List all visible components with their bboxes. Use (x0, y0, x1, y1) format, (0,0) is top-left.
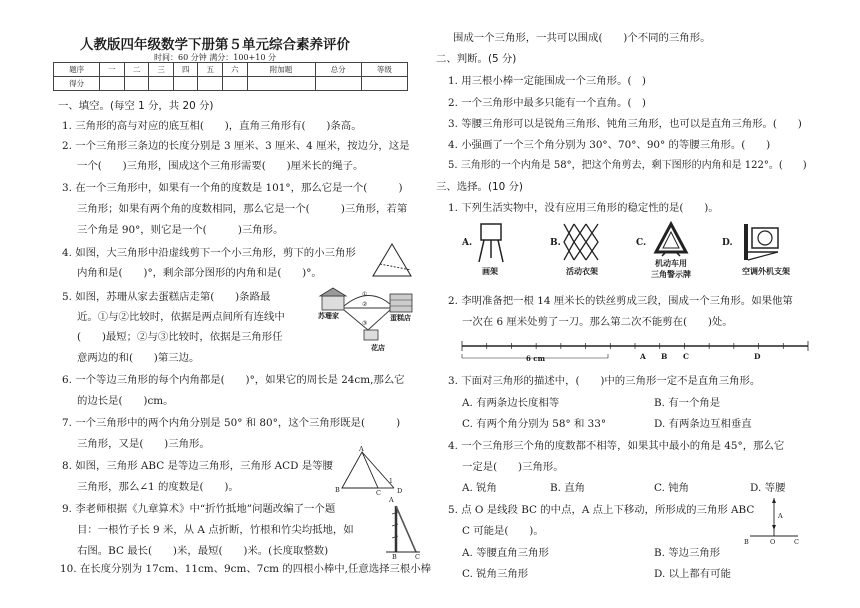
q3-1-opt-A-letter[interactable]: A. (462, 238, 473, 248)
ruler-point-D: D (754, 352, 761, 361)
q3-1-opt-C-letter[interactable]: C. (636, 238, 647, 248)
score-cell[interactable] (124, 77, 149, 91)
map-label-flower: 花店 (371, 343, 385, 352)
score-col-5: 五 (198, 63, 223, 77)
q3-5-label-A: A (778, 512, 783, 520)
q3-5-cont: C 可能是( )。 (462, 525, 544, 537)
q1-2: 2. 一个三角形三条边的长度分别是 3 厘米、3 厘米、4 厘米，按边分，这是 (62, 140, 410, 152)
q3-4-opt-B[interactable]: B. 直角 (550, 482, 586, 494)
q3-4-cont: 一定是( )三角形。 (462, 461, 564, 473)
q2-5: 5. 三角形的一个内角是 58°，把这个角剪去，剩下图形的内角和是 122°。( ) (448, 160, 807, 171)
q2-4: 4. 小强画了一个三个角分别为 30°、70°、90° 的等腰三角形。( ) (448, 139, 771, 151)
section-1-heading: 一、填空。(每空 1 分，共 20 分) (58, 100, 214, 112)
q3-5-opt-B[interactable]: B. 等边三角形 (654, 547, 721, 559)
score-cell[interactable] (100, 77, 125, 91)
ruler-point-C: C (683, 352, 689, 361)
tri-angle-1: 1 (389, 478, 393, 485)
section-2-heading: 二、判断。(5 分) (436, 53, 517, 65)
q1-7: 7. 一个三角形中的两个内角分别是 50° 和 80°，这个三角形既是( ) (62, 417, 401, 429)
warning-triangle-icon (654, 222, 688, 256)
q3-3-opt-A[interactable]: A. 有两条边长度相等 (462, 397, 560, 409)
bamboo-label-C: C (415, 553, 420, 561)
map-route-2: ② (362, 301, 368, 308)
folding-rack-icon (562, 222, 600, 262)
q3-5-label-C: C (794, 538, 799, 546)
q1-3-cont2: 三个角是 90°，则它是一个( )三角形。 (77, 224, 284, 236)
ruler-point-A: A (640, 352, 646, 361)
exam-meta: 时间：60 分钟 满分：100+10 分 (154, 53, 276, 62)
q1-6-cont: 的边长是( )cm。 (77, 395, 174, 407)
q1-8-cont: 三角形，那么∠1 的度数是( )。 (77, 481, 239, 493)
ac-bracket-icon (742, 222, 782, 262)
q3-3-opt-B[interactable]: B. 有一个角是 (654, 397, 721, 409)
tri-label-A: A (359, 445, 364, 453)
q3-1-opt-D-letter[interactable]: D. (722, 238, 733, 248)
ruler-point-B: B (661, 352, 668, 361)
q3-4-opt-A[interactable]: A. 锐角 (462, 482, 497, 494)
q1-5-cont3: 意两边的和( )第三边。 (77, 352, 200, 364)
q3-5-opt-D[interactable]: D. 以上都有可能 (654, 568, 731, 580)
score-cell[interactable] (361, 77, 407, 91)
q3-5-label-B: B (744, 538, 749, 546)
q1-4: 4. 如图，大三角形中沿虚线剪下一个小三角形，剪下的小三角形 (62, 247, 356, 259)
score-col-7: 附加题 (247, 63, 315, 77)
q3-1: 1. 下列生活实物中，没有应用三角形的稳定性的是( )。 (448, 202, 719, 214)
q1-3: 3. 在一个三角形中，如果有一个角的度数是 101°，那么它是一个( ) (62, 182, 403, 194)
score-table-score-row (54, 77, 408, 91)
q3-3-opt-C[interactable]: C. 有两个角分别为 58° 和 33° (462, 418, 607, 430)
q3-4-opt-C[interactable]: C. 钝角 (654, 482, 689, 494)
q3-5-opt-C[interactable]: C. 锐角三角形 (462, 568, 529, 580)
score-cell[interactable] (198, 77, 223, 91)
score-col-4: 四 (173, 63, 198, 77)
q3-5-opt-A[interactable]: A. 等腰直角三角形 (462, 547, 549, 559)
score-col-8: 总分 (315, 63, 361, 77)
score-col-1: 一 (100, 63, 125, 77)
tri-label-D: D (397, 487, 403, 495)
score-col-9: 等级 (361, 63, 407, 77)
score-cell[interactable] (149, 77, 174, 91)
map-route-3: ③ (362, 320, 368, 327)
bamboo-label-B: B (392, 553, 397, 561)
q1-8: 8. 如图，三角形 ABC 是等边三角形，三角形 ACD 是等腰 (62, 460, 333, 472)
score-cell[interactable] (247, 77, 315, 91)
section-3-heading: 三、选择。(10 分) (436, 181, 523, 193)
score-cell[interactable] (223, 77, 248, 91)
score-cell[interactable] (315, 77, 361, 91)
q1-6: 6. 一个等边三角形的每个内角都是( )°，如果它的周长是 24cm,那么它 (62, 374, 405, 386)
map-label-home: 苏珊家 (318, 311, 339, 320)
score-row-label: 得分 (54, 77, 100, 91)
cut-triangle-figure (370, 240, 415, 280)
q1-9-cont: 目：一根竹子长 9 米，从 A 点折断，竹根和竹尖均抵地，如 (77, 524, 354, 536)
q2-2: 2. 一个三角形中最多只能有一个直角。( ) (448, 97, 646, 109)
easel-icon (476, 222, 506, 264)
bamboo-figure (382, 494, 422, 556)
map-route-1: ① (362, 291, 368, 298)
q1-5: 5. 如图，苏珊从家去蛋糕店走第( )条路最 (62, 291, 271, 303)
tri-label-C: C (376, 489, 381, 497)
q1-9-cont2: 右图。BC 最长( )米，最短( )米。(长度取整数) (77, 545, 329, 557)
q1-5-cont2: ( )最短；②与③比较时，依据是三角形任 (77, 331, 283, 343)
score-col-2: 二 (124, 63, 149, 77)
q3-1-opt-B-caption: 活动衣架 (566, 266, 598, 276)
q1-1: 1. 三角形的高与对应的底互相( )，直角三角形有( )条高。 (62, 120, 362, 132)
q1-4-cont: 内角和是( )°，剩余部分图形的内角和是( )°。 (77, 267, 322, 279)
q3-4-opt-D[interactable]: D. 等腰 (750, 482, 786, 494)
q1-9: 9. 李老师根据《九章算术》中“折竹抵地”问题改编了一个题 (62, 503, 336, 515)
score-table-header-row (54, 63, 408, 77)
score-col-3: 三 (149, 63, 174, 77)
q3-1-opt-D-caption: 空调外机支架 (742, 266, 790, 276)
wire-ruler-figure (460, 336, 810, 366)
tri-label-B: B (335, 486, 340, 494)
q3-3-opt-D[interactable]: D. 有两条边互相垂直 (654, 418, 752, 430)
q3-1-opt-C-caption: 机动车用 三角警示牌 (651, 258, 691, 279)
map-label-cake: 蛋糕店 (390, 313, 411, 322)
bamboo-label-A: A (389, 496, 394, 504)
q3-1-opt-B-letter[interactable]: B. (550, 238, 561, 248)
score-col-6: 六 (223, 63, 248, 77)
q1-3-cont: 三角形；如果有两个角的度数相同，那么它是一个( )三角形，若第 (77, 203, 408, 215)
score-col-0: 题序 (54, 63, 100, 77)
q3-2-cont: 一次在 6 厘米处剪了一刀。那么第二次不能剪在( )处。 (462, 316, 733, 328)
q1-2-cont: 一个( )三角形，围成这个三角形需要( )厘米长的绳子。 (77, 160, 364, 172)
q3-3: 3. 下面对三角形的描述中，( )中的三角形一定不是直角三角形。 (448, 375, 761, 387)
q2-3: 3. 等腰三角形可以是锐角三角形、钝角三角形，也可以是直角三角形。( ) (448, 118, 802, 130)
q1-10-cont: 围成一个三角形，一共可以围成( )个不同的三角形。 (453, 32, 711, 44)
q1-10: 10. 在长度分别为 17cm、11cm、9cm、7cm 的四根小棒中,任意选择三根小棒 (60, 563, 432, 575)
q1-7-cont: 三角形，又是( )三角形。 (77, 438, 210, 450)
q3-4: 4. 一个三角形三个角的度数都不相等，如果其中最小的角是 45°，那么它 (448, 440, 785, 452)
q2-1: 1. 用三根小棒一定能围成一个三角形。( ) (448, 75, 646, 87)
q3-2: 2. 李明准备把一根 14 厘米长的铁丝剪成三段，围成一个三角形。如果他第 (448, 295, 793, 307)
q1-5-cont: 近。①与②比较时，依据是两点间所有连线中 (77, 311, 285, 323)
ruler-length-label: 6 cm (526, 354, 545, 363)
abcd-triangle-figure (338, 446, 398, 496)
q3-5: 5. 点 O 是线段 BC 的中点，A 点上下移动，所形成的三角形 ABC (448, 504, 755, 516)
q3-1-opt-A-caption: 画架 (482, 266, 498, 276)
score-table (53, 62, 408, 91)
q3-5-label-O: O (770, 538, 776, 546)
score-cell[interactable] (173, 77, 198, 91)
exam-title: 人教版四年级数学下册第５单元综合素养评价 (80, 37, 350, 53)
